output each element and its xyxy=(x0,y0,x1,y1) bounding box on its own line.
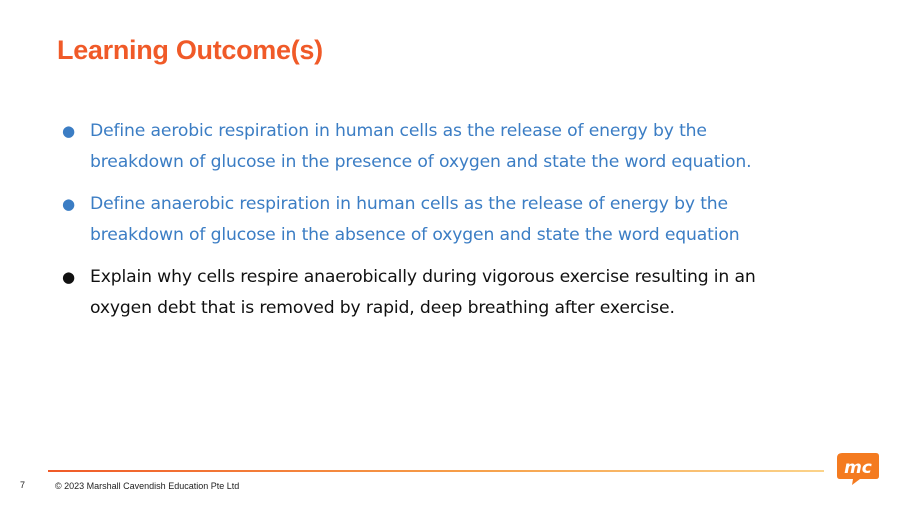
marshall-cavendish-logo-icon xyxy=(836,452,880,486)
bullet-icon: ● xyxy=(62,268,75,286)
learning-outcome-aerobic xyxy=(62,116,852,178)
bullet-icon: ● xyxy=(62,195,75,213)
outcome-line: Define anaerobic respiration in human cells as the release of energy by the xyxy=(90,194,728,214)
outcome-line: breakdown of glucose in the presence of oxygen and state the word equation. xyxy=(90,152,752,172)
outcome-line: oxygen debt that is removed by rapid, deep breathing after exercise. xyxy=(90,298,675,318)
outcome-line: Define aerobic respiration in human cells as the release of energy by the xyxy=(90,121,707,141)
outcome-line: Explain why cells respire anaerobically during vigorous exercise resulting in an xyxy=(90,267,756,287)
outcome-line: breakdown of glucose in the absence of oxygen and state the word equation xyxy=(90,225,740,245)
logo-text: mc xyxy=(844,458,872,478)
learning-outcomes-list xyxy=(62,116,852,335)
copyright-notice: © 2023 Marshall Cavendish Education Pte Ltd xyxy=(55,481,240,491)
learning-outcome-oxygen-debt xyxy=(62,262,852,324)
slide-title: Learning Outcome(s) xyxy=(57,35,323,65)
bullet-icon: ● xyxy=(62,122,75,140)
page-number: 7 xyxy=(20,480,26,490)
footer-divider xyxy=(48,470,824,472)
learning-outcome-anaerobic xyxy=(62,189,852,251)
